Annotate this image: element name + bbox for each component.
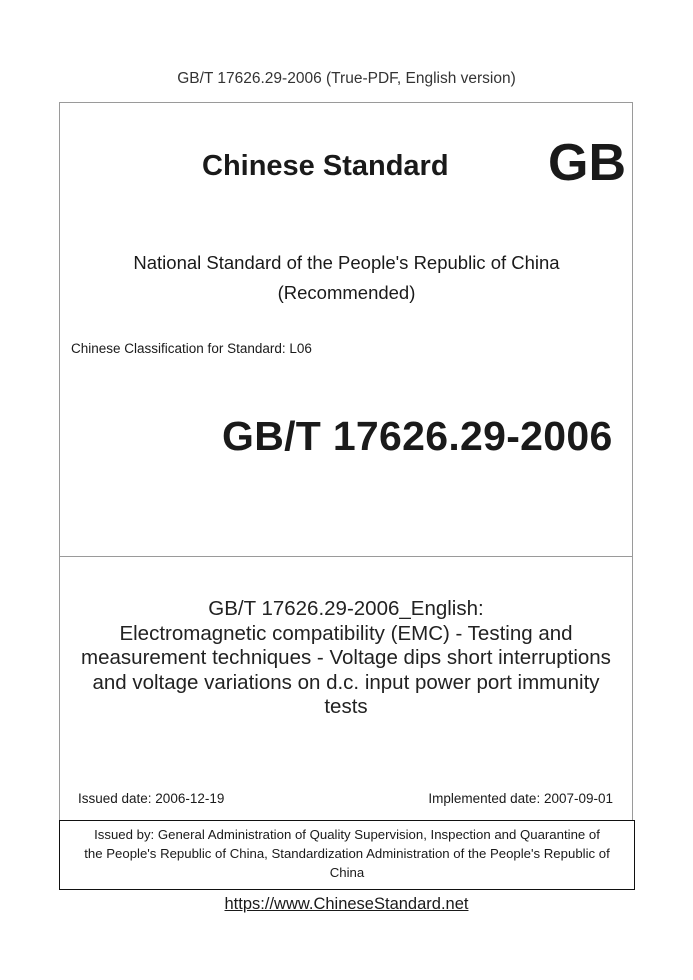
standard-description [59,597,633,720]
issuer-line: Issued by: General Administration of Quality Supervision, Inspection and Quarantine of [94,827,600,842]
page-header: GB/T 17626.29-2006 (True-PDF, English version) [177,70,516,87]
implemented-date: Implemented date: 2007-09-01 [428,791,613,806]
description-line: tests [324,695,368,718]
issued-date: Issued date: 2006-12-19 [78,791,225,806]
gb-badge: GB [548,134,626,192]
footer [0,895,693,914]
issuer-line: China [329,865,365,880]
issuer-line: the People's Republic of China, Standardization Administration of the People's Republic of [84,846,610,861]
website-link[interactable]: https://www.ChineseStandard.net [224,895,469,913]
classification-text: Chinese Classification for Standard: L06 [71,341,312,356]
issuer-box [59,820,635,890]
description-line: measurement techniques - Voltage dips short interruptions [81,646,611,669]
description-line: Electromagnetic compatibility (EMC) - Testing and [119,621,573,645]
description-line: GB/T 17626.29-2006_English: [208,597,484,620]
national-standard-line: National Standard of the People's Republic of China [133,252,560,273]
description-line: and voltage variations on d.c. input power port immunity [92,670,600,694]
standard-title: Chinese Standard [202,150,449,182]
recommended-line: (Recommended) [277,282,416,303]
standard-number: GB/T 17626.29-2006 [222,413,613,459]
